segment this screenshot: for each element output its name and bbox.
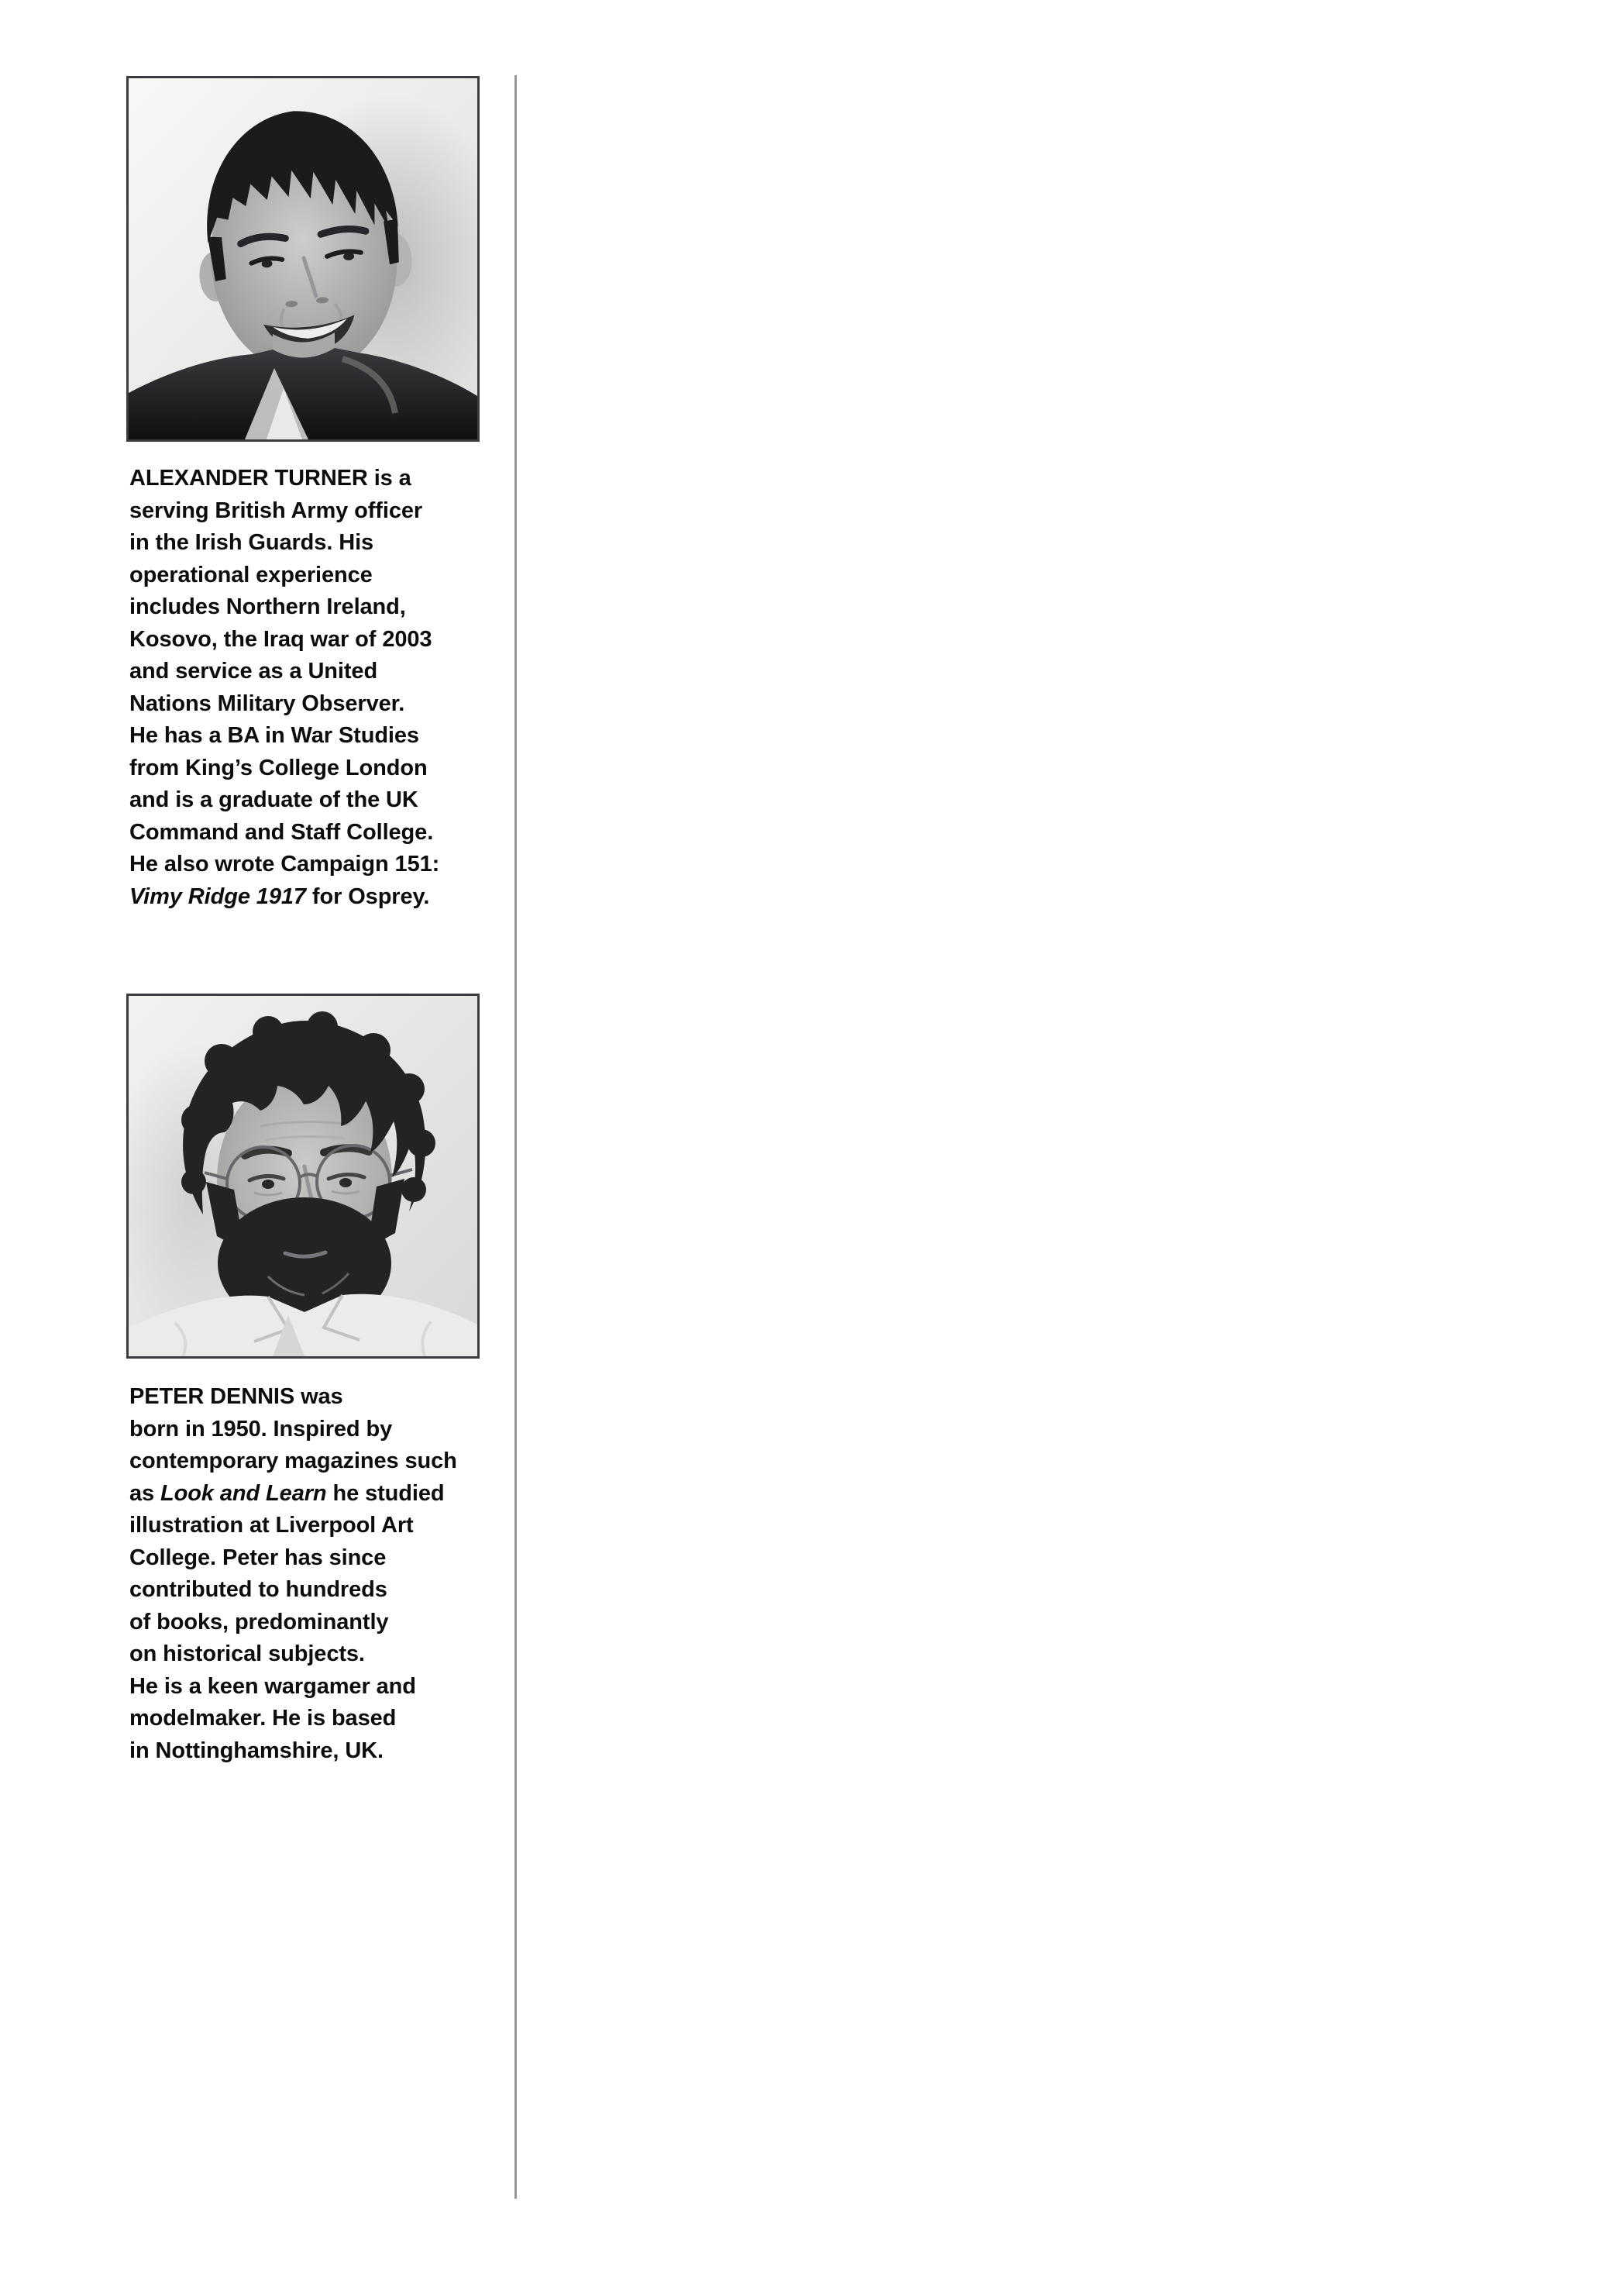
author-bio-alexander-turner <box>129 463 532 913</box>
column-divider-rule <box>514 75 517 2199</box>
bio-text-line: in Nottinghamshire, UK. <box>129 1738 384 1763</box>
bio-text-line: He is a keen wargamer and <box>129 1673 416 1699</box>
bio-text-line: Command and Staff College. <box>129 819 434 845</box>
bio-text-line: ALEXANDER TURNER is a <box>129 466 411 491</box>
bio-text-line: He has a BA in War Studies <box>129 723 419 748</box>
author-bio-peter-dennis <box>129 1381 532 1767</box>
bio-text-line: contributed to hundreds <box>129 1577 387 1602</box>
author-photo-alexander-turner <box>126 76 480 442</box>
bio-text-line: College. Peter has since <box>129 1545 387 1570</box>
bio-text-line: illustration at Liverpool Art <box>129 1513 414 1538</box>
bio-text-line: of books, predominantly <box>129 1609 389 1634</box>
bio-text-line: operational experience <box>129 562 373 587</box>
bio-text-line: Kosovo, the Iraq war of 2003 <box>129 626 432 652</box>
author-photo-peter-dennis <box>126 994 480 1359</box>
bio-text-line: as Look and Learn he studied <box>129 1480 445 1506</box>
bio-text-line: serving British Army officer <box>129 498 423 523</box>
bio-text-line: born in 1950. Inspired by <box>129 1416 393 1442</box>
portrait-photo-man-beard-glasses-icon <box>129 996 477 1356</box>
bio-text-line: in the Irish Guards. His <box>129 530 374 555</box>
bio-text-line: and service as a United <box>129 659 378 684</box>
bio-text-line: and is a graduate of the UK <box>129 787 418 812</box>
bio-text-line: includes Northern Ireland, <box>129 594 406 619</box>
bio-text-line: on historical subjects. <box>129 1641 365 1666</box>
bio-text-line: from King’s College London <box>129 755 428 780</box>
bio-text-line: contemporary magazines such <box>129 1448 457 1473</box>
bio-text-line: Nations Military Observer. <box>129 691 405 716</box>
bio-text-line: He also wrote Campaign 151: <box>129 852 440 877</box>
bio-text-line: PETER DENNIS was <box>129 1384 343 1409</box>
bio-text-line: Vimy Ridge 1917 for Osprey. <box>129 884 430 909</box>
bio-text-line: modelmaker. He is based <box>129 1706 397 1731</box>
portrait-photo-man-smiling-icon <box>129 78 477 439</box>
